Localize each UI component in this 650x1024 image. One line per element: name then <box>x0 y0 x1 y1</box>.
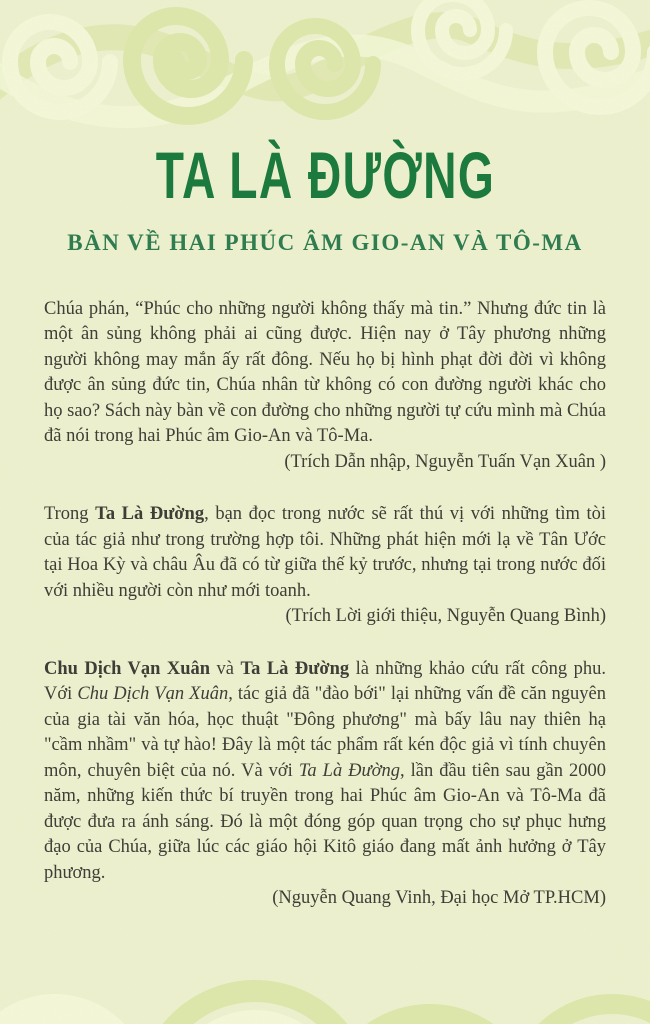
quote-block <box>44 502 606 630</box>
quote-attribution: (Nguyễn Quang Vinh, Đại học Mở TP.HCM) <box>272 888 606 909</box>
book-title <box>44 138 606 212</box>
swirl-ornament-bottom-icon <box>0 914 650 1024</box>
book-title-text: TA LÀ ĐƯỜNG <box>155 138 495 212</box>
book-subtitle: BÀN VỀ HAI PHÚC ÂM GIO-AN VÀ TÔ-MA <box>67 230 583 256</box>
quote-block <box>44 297 606 476</box>
quote-attribution: (Trích Dẫn nhập, Nguyễn Tuấn Vạn Xuân ) <box>284 451 606 472</box>
quote-block <box>44 657 606 912</box>
quote-text: Chu Dịch Vạn Xuân và Ta Là Đường là những khảo cứu rất công phu. Với Chu Dịch Vạn Xuân, tác giả đã "đào bới" lại những vấn đề căn nguyên của gia tài văn hóa, học thuật "Đông phương" mà bấy lâu nay thiên hạ "cầm nhầm" và tự hào! Đây là một tác phẩm rất kén độc giả vì tính chuyên môn, chuyên biệt của nó. Và với Ta Là Đường, lần đầu tiên sau gần 2000 năm, những kiến thức bí truyền trong hai Phúc âm Gio-An và Tô-Ma đã được đưa ra ánh sáng. Đó là một đóng góp quan trọng cho sự phục hưng đạo của Chúa, giữa lúc các giáo hội Kitô giáo đang mất ảnh hưởng ở Tây phương. <box>44 658 607 883</box>
quote-text: Chúa phán, “Phúc cho những người không thấy mà tin.” Nhưng đức tin là một ân sủng không phải ai cũng được. Hiện nay ở Tây phương những người không may mắn ấy rất đông. Nếu họ bị hình phạt đời đời vì không được ân sủng đức tin, Chúa nhân từ không có con đường người khác cho họ sao? Sách này bàn về con đường cho những người tự cứu mình mà Chúa đã nói trong hai Phúc âm Gio-An và Tô-Ma. <box>44 298 606 447</box>
quote-attribution: (Trích Lời giới thiệu, Nguyễn Quang Bình) <box>285 606 606 627</box>
cover-content <box>0 138 650 912</box>
quote-text: Trong Ta Là Đường, bạn đọc trong nước sẽ rất thú vị với những tìm tòi của tác giả như trong trường hợp tôi. Những phát hiện mới lạ về Tân Ước tại Hoa Kỳ và châu Âu đã có từ giữa thế kỷ trước, nhưng tại trong nước đối với nhiều người còn như mới toanh. <box>44 504 606 601</box>
swirl-ornament-top-icon <box>0 0 650 150</box>
